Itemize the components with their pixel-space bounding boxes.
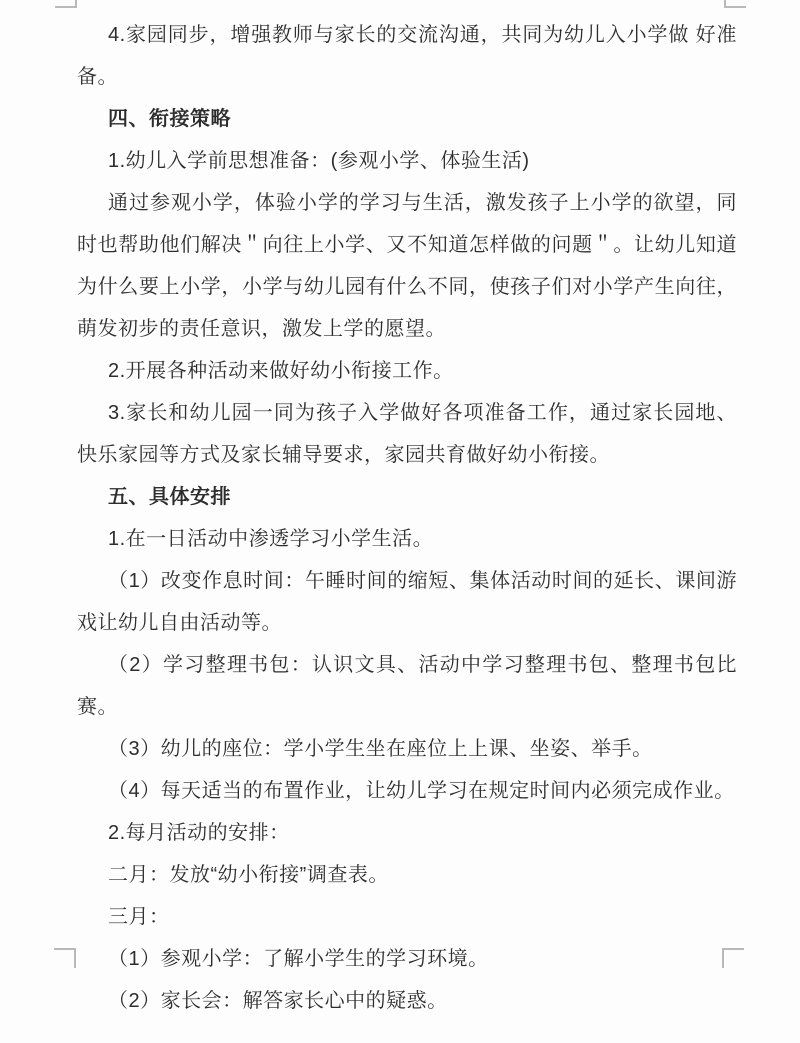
paragraph: （1）参观小学：了解小学生的学习环境。	[108, 948, 489, 970]
crop-mark-top-right-icon	[724, 0, 746, 8]
paragraph: （3）幼儿的座位：学小学生坐在座位上上课、坐姿、举手。	[108, 738, 653, 760]
section-heading: 四、衔接策略	[108, 108, 231, 130]
paragraph: 1.幼儿入学前思想准备：(参观小学、体验生活)	[108, 150, 530, 172]
paragraph: （2）学习整理书包：认识文具、活动中学习整理书包、整理书包比赛。	[77, 654, 737, 718]
section-heading: 五、具体安排	[108, 486, 231, 508]
paragraph: （2）家长会：解答家长心中的疑惑。	[108, 990, 448, 1012]
paragraph: 4.家园同步，增强教师与家长的交流沟通，共同为幼儿入小学做 好准备。	[77, 24, 737, 88]
document-body	[77, 14, 737, 1022]
paragraph: 2.每月活动的安排：	[108, 822, 290, 844]
paragraph: 二月：发放“幼小衔接”调查表。	[108, 864, 389, 886]
paragraph: 3.家长和幼儿园一同为孩子入学做好各项准备工作，通过家长园地、快乐家园等方式及家长辅导要求，家园共育做好幼小衔接。	[77, 402, 737, 466]
paragraph: 通过参观小学，体验小学的学习与生活，激发孩子上小学的欲望，同时也帮助他们解决＂向往上小学、又不知道怎样做的问题＂。让幼儿知道为什么要上小学，小学与幼儿园有什么不同，使孩子们对小学产生向往，萌发初步的责任意识，激发上学的愿望。	[77, 192, 737, 340]
crop-mark-top-left-icon	[55, 0, 77, 8]
crop-mark-bottom-left-icon	[54, 948, 76, 968]
paragraph: 1.在一日活动中渗透学习小学生活。	[108, 528, 434, 550]
paragraph: （1）改变作息时间：午睡时间的缩短、集体活动时间的延长、课间游戏让幼儿自由活动等。	[77, 570, 737, 634]
paragraph: （4）每天适当的布置作业，让幼儿学习在规定时间内必须完成作业。	[108, 780, 735, 802]
paragraph: 三月：	[108, 906, 170, 928]
paragraph: 2.开展各种活动来做好幼小衔接工作。	[108, 360, 454, 382]
